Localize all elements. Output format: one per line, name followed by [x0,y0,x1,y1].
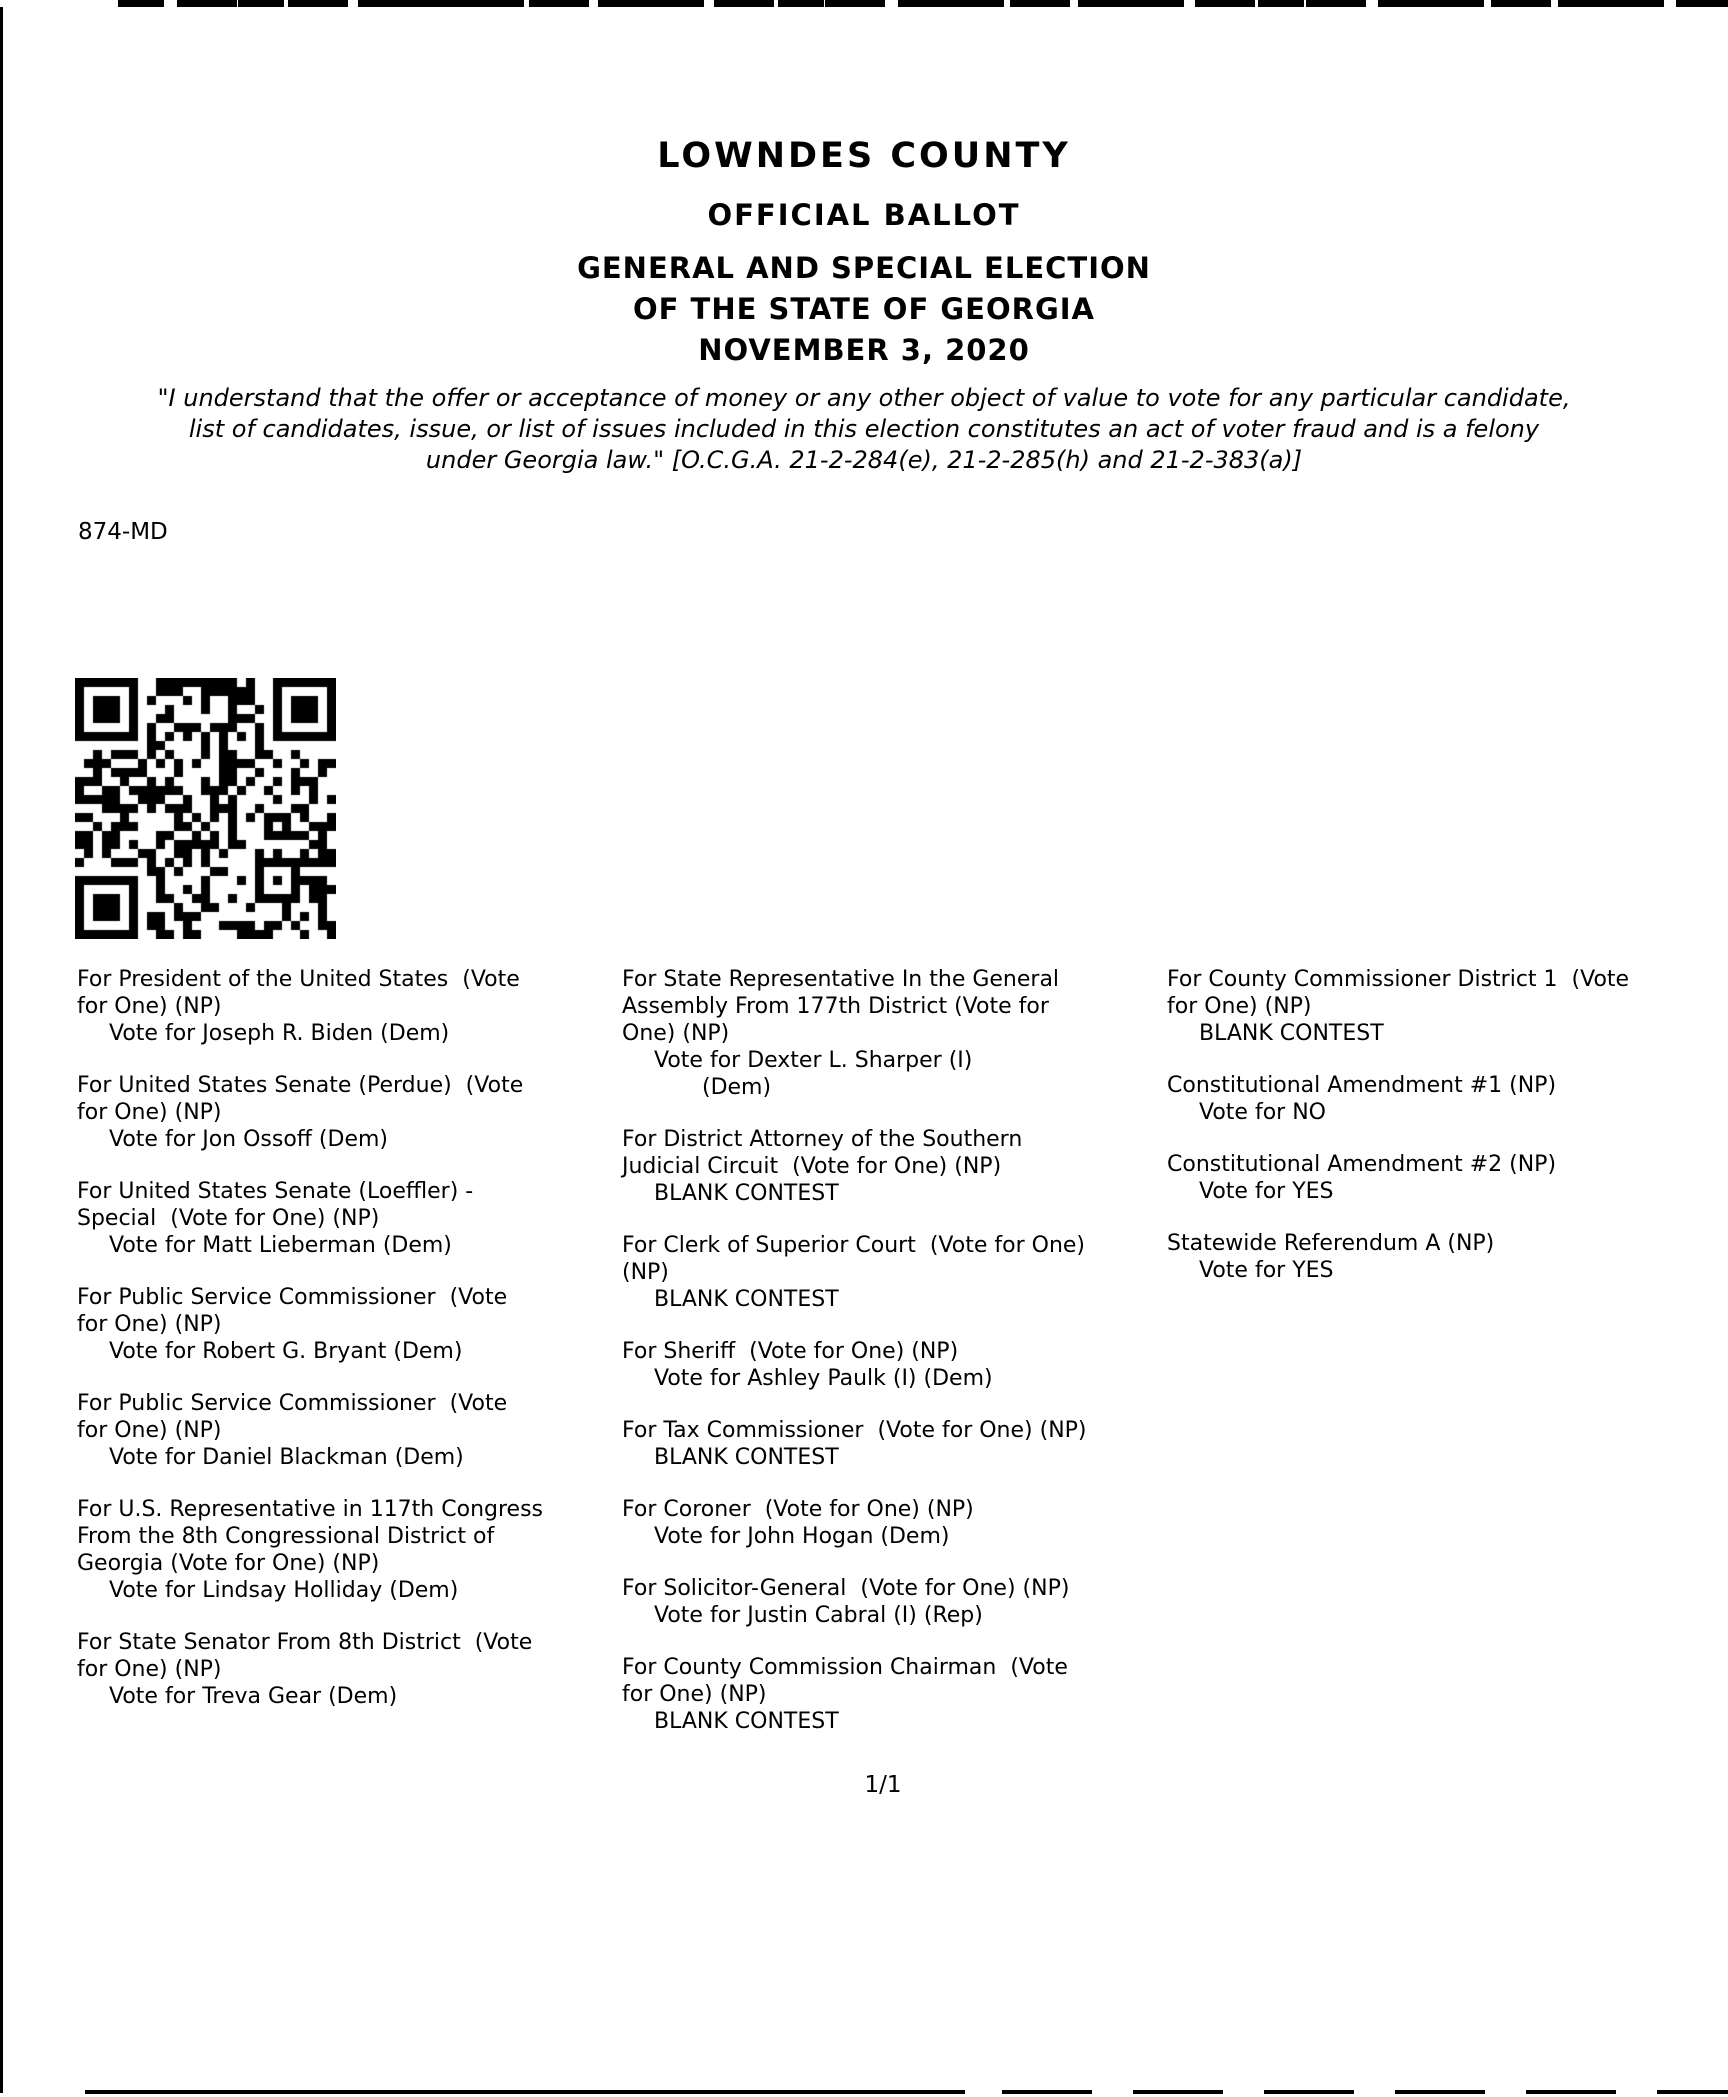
contest [1167,1230,1629,1284]
contest-vote-line: Vote for Matt Lieberman (Dem) [109,1233,452,1258]
contest-title-line: For State Representative In the General [622,967,1060,992]
contest-title-line: for One) (NP) [622,1682,767,1707]
contest-title-line: For President of the United States (Vote [77,967,520,992]
page-number: 1/1 [864,1772,902,1798]
official-ballot-title: OFFICIAL BALLOT [707,198,1021,232]
contest [622,1126,1087,1207]
contest-title-line: for One) (NP) [77,1312,222,1337]
contest-title-line: Georgia (Vote for One) (NP) [77,1551,380,1576]
contest [77,1629,543,1710]
contest [77,1178,543,1259]
contest-vote-line: BLANK CONTEST [654,1445,839,1470]
contest-title-line: Judicial Circuit (Vote for One) (NP) [622,1154,1002,1179]
county-title: LOWNDES COUNTY [657,136,1071,176]
ballot-style-code: 874-MD [78,519,168,545]
contest-title-line: Statewide Referendum A (NP) [1167,1231,1495,1256]
contest-title-line: For County Commission Chairman (Vote [622,1655,1068,1680]
contest-vote-line: Vote for Treva Gear (Dem) [109,1684,398,1709]
ballot-column-3 [1167,966,1629,1309]
contest-title-line: for One) (NP) [77,1418,222,1443]
contest [622,1417,1087,1471]
scan-edge-bottom [85,2090,1728,2094]
scan-edge-top [118,0,1728,7]
contest [1167,1151,1629,1205]
contest-title-line: For Tax Commissioner (Vote for One) (NP) [622,1418,1087,1443]
contest-title-line: Constitutional Amendment #2 (NP) [1167,1152,1557,1177]
contest-title-line: For State Senator From 8th District (Vote [77,1630,533,1655]
contest-vote-line: Vote for Joseph R. Biden (Dem) [109,1021,450,1046]
contest-vote-line: Vote for Dexter L. Sharper (I) [654,1048,973,1073]
contest-vote-line: (Dem) [702,1075,772,1100]
contest-title-line: for One) (NP) [1167,994,1312,1019]
contest-title-line: Constitutional Amendment #1 (NP) [1167,1073,1557,1098]
contest-vote-line: BLANK CONTEST [654,1181,839,1206]
text-line: list of candidates, issue, or list of issues included in this election constitutes an act of voter fraud and is a felony [188,415,1540,443]
contest-title-line: For District Attorney of the Southern [622,1127,1023,1152]
contest-vote-line: Vote for Lindsay Holliday (Dem) [109,1578,459,1603]
contest-title-line: for One) (NP) [77,994,222,1019]
contest [1167,1072,1629,1126]
contest [622,1654,1087,1735]
contest [77,966,543,1047]
contest [622,1575,1087,1629]
text-line: "I understand that the offer or acceptance of money or any other object of value to vote for any particular candidate, [157,384,1571,412]
contest-vote-line: Vote for Justin Cabral (I) (Rep) [654,1603,983,1628]
contest-vote-line: Vote for Jon Ossoff (Dem) [109,1127,389,1152]
contest-vote-line: Vote for YES [1199,1179,1334,1204]
qr-code-icon [75,678,336,939]
text-line: GENERAL AND SPECIAL ELECTION [577,251,1151,285]
contest-vote-line: Vote for Daniel Blackman (Dem) [109,1445,464,1470]
ballot-column-2 [622,966,1087,1760]
contest-title-line: One) (NP) [622,1021,730,1046]
ballot-columns [0,966,1728,1766]
contest-vote-line: Vote for John Hogan (Dem) [654,1524,950,1549]
contest-title-line: For Solicitor-General (Vote for One) (NP) [622,1576,1070,1601]
contest-vote-line: Vote for Ashley Paulk (I) (Dem) [654,1366,993,1391]
contest-title-line: For Clerk of Superior Court (Vote for One) [622,1233,1085,1258]
election-title [0,248,1728,371]
contest [77,1390,543,1471]
contest-title-line: For United States Senate (Loeffler) - [77,1179,474,1204]
contest-title-line: for One) (NP) [77,1100,222,1125]
contest-title-line: For U.S. Representative in 117th Congress [77,1497,543,1522]
contest [77,1284,543,1365]
contest-title-line: (NP) [622,1260,669,1285]
text-line: NOVEMBER 3, 2020 [698,333,1030,367]
contest [1167,966,1629,1047]
contest [622,1496,1087,1550]
contest-vote-line: Vote for YES [1199,1258,1334,1283]
text-line: under Georgia law." [O.C.G.A. 21-2-284(e), 21-2-285(h) and 21-2-383(a)] [425,446,1303,474]
ballot-header [0,136,1728,371]
contest [622,1338,1087,1392]
contest-title-line: for One) (NP) [77,1657,222,1682]
contest-vote-line: BLANK CONTEST [654,1287,839,1312]
contest-title-line: For Coroner (Vote for One) (NP) [622,1497,974,1522]
contest-title-line: For Public Service Commissioner (Vote [77,1285,508,1310]
contest [77,1072,543,1153]
text-line: OF THE STATE OF GEORGIA [632,292,1095,326]
contest-vote-line: BLANK CONTEST [654,1709,839,1734]
contest-title-line: For County Commissioner District 1 (Vote [1167,967,1630,992]
contest [77,1496,543,1604]
contest-title-line: Assembly From 177th District (Vote for [622,994,1049,1019]
contest-vote-line: Vote for NO [1199,1100,1326,1125]
contest-title-line: For Public Service Commissioner (Vote [77,1391,508,1416]
contest-vote-line: BLANK CONTEST [1199,1021,1384,1046]
contest [622,1232,1087,1313]
contest-title-line: For United States Senate (Perdue) (Vote [77,1073,524,1098]
fraud-disclaimer [54,383,1674,476]
ballot-column-1 [77,966,543,1735]
contest-title-line: From the 8th Congressional District of [77,1524,495,1549]
contest [622,966,1087,1101]
contest-title-line: Special (Vote for One) (NP) [77,1206,380,1231]
contest-vote-line: Vote for Robert G. Bryant (Dem) [109,1339,463,1364]
contest-title-line: For Sheriff (Vote for One) (NP) [622,1339,959,1364]
